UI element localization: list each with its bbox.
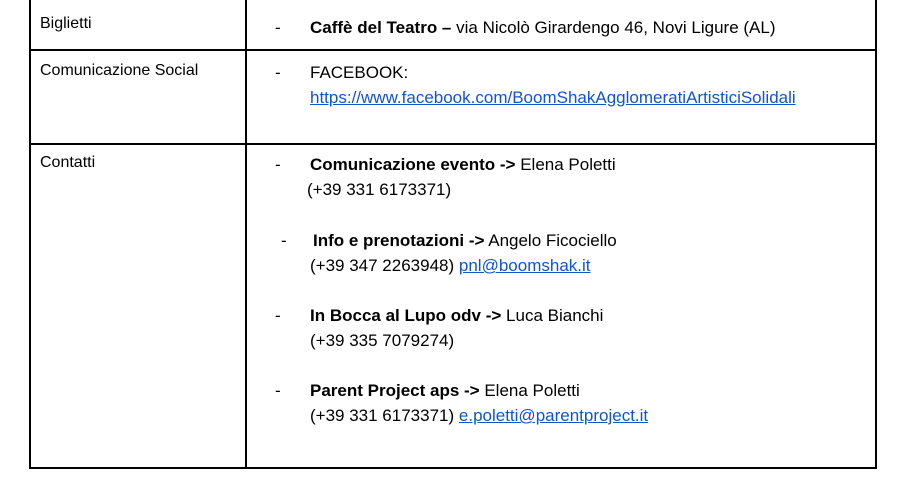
social-platform: FACEBOOK: bbox=[310, 63, 409, 82]
label-cell bbox=[30, 144, 246, 468]
contact-name: Elena Poletti bbox=[520, 155, 616, 174]
row-label-social: Comunicazione Social bbox=[40, 62, 199, 79]
arrow-text: -> bbox=[485, 306, 502, 325]
venue-name: Caffè del Teatro – bbox=[310, 18, 452, 37]
contact-heading bbox=[313, 229, 617, 253]
label-cell bbox=[30, 0, 246, 50]
contact-role: Comunicazione evento bbox=[310, 155, 496, 174]
arrow-text: -> bbox=[499, 155, 516, 174]
row-label-biglietti: Biglietti bbox=[40, 15, 92, 32]
contact-role: Info e prenotazioni bbox=[313, 231, 465, 250]
ticket-line bbox=[310, 16, 776, 40]
contact-phone: (+39 335 7079274) bbox=[310, 331, 455, 350]
label-cell bbox=[30, 50, 246, 144]
contact-role: Parent Project aps bbox=[310, 381, 460, 400]
list-dash: - bbox=[275, 381, 281, 400]
list-dash: - bbox=[275, 306, 281, 325]
list-dash: - bbox=[275, 18, 281, 37]
contact-email-link[interactable]: pnl@boomshak.it bbox=[458, 256, 591, 275]
contact-role: In Bocca al Lupo odv bbox=[310, 306, 481, 325]
table-row-social bbox=[30, 50, 876, 144]
contact-name: Luca Bianchi bbox=[506, 306, 604, 325]
contact-heading bbox=[310, 304, 603, 328]
list-dash: - bbox=[275, 63, 281, 82]
contact-phone: (+39 347 2263948) bbox=[310, 256, 455, 275]
contact-phone: (+39 331 6173371) bbox=[310, 406, 455, 425]
facebook-link[interactable]: https://www.facebook.com/BoomShakAgglomeratiArtisticiSolidali bbox=[310, 88, 796, 107]
contact-email-link[interactable]: e.poletti@parentproject.it bbox=[458, 406, 649, 425]
list-dash: - bbox=[275, 155, 281, 174]
contact-phone: (+39 331 6173371) bbox=[307, 180, 452, 199]
contact-phone-email bbox=[310, 404, 648, 428]
content-cell bbox=[246, 144, 876, 468]
content-cell bbox=[246, 0, 876, 50]
content-cell bbox=[246, 50, 876, 144]
contact-heading bbox=[310, 153, 616, 177]
contact-heading bbox=[310, 379, 580, 403]
contact-name: Elena Poletti bbox=[484, 381, 580, 400]
row-label-contatti: Contatti bbox=[40, 154, 96, 171]
arrow-text: -> bbox=[464, 381, 480, 400]
contact-phone-email bbox=[310, 254, 591, 278]
contact-name: Angelo Ficociello bbox=[488, 231, 617, 250]
arrow-text: -> bbox=[468, 231, 485, 250]
info-table bbox=[29, 0, 877, 469]
venue-address: via Nicolò Girardengo 46, Novi Ligure (AL) bbox=[456, 18, 776, 37]
list-dash: - bbox=[281, 231, 287, 250]
table-row-biglietti bbox=[30, 0, 876, 50]
table-row-contatti bbox=[30, 144, 876, 468]
